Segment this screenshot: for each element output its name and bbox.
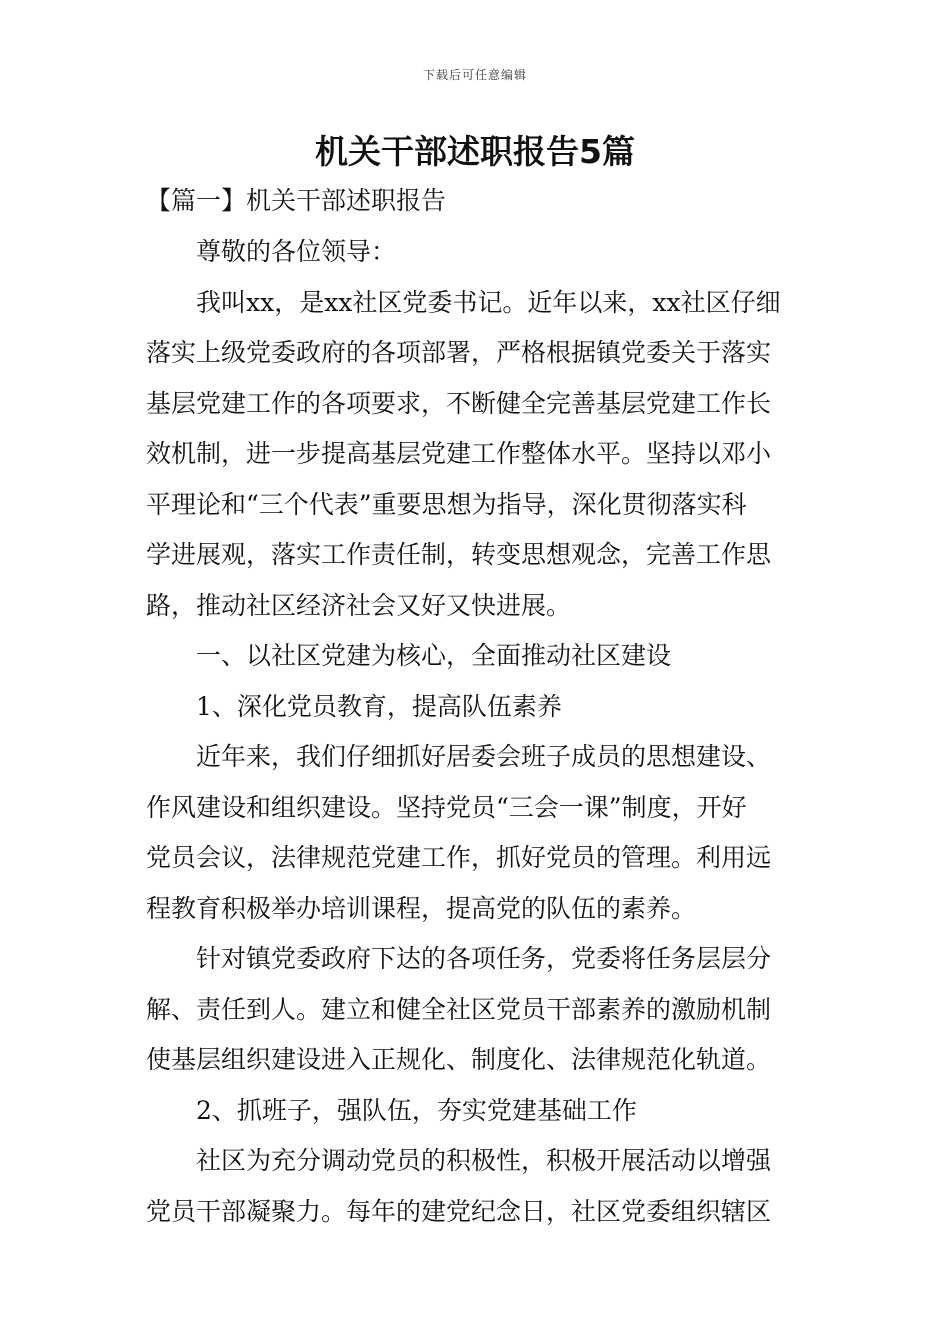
- subheading-1-2: 2、抓班子，强队伍，夯实党建基础工作: [196, 1095, 637, 1125]
- section-heading: 【篇一】机关干部述职报告: [146, 186, 447, 215]
- subheading-1: 一、以社区党建为核心，全面推动社区建设: [196, 641, 672, 670]
- subheading-1-1: 1、深化党员教育，提高队伍素养: [196, 691, 562, 721]
- paragraph-education: 近年来，我们仔细抓好居委会班子成员的思想建设、 作风建设和组织建设。坚持党员“三会一课”制度，开好 党员会议，法律规范党建工作，抓好党员的管理。利用远 程教育积极举办培训课程，提高党的队伍的素养。: [146, 742, 772, 923]
- header-note: 下载后可任意编辑: [422, 68, 527, 82]
- document-body: [146, 227, 806, 1237]
- document-title: 机关干部述职报告5篇: [315, 132, 635, 171]
- paragraph-tasks: 针对镇党委政府下达的各项任务，党委将任务层层分 解、责任到人。建立和健全社区党员干部素养的激励机制 使基层组织建设进入正规化、制度化、法律规范化轨道。: [146, 944, 772, 1074]
- paragraph-salutation: 尊敬的各位领导：: [196, 237, 397, 266]
- paragraph-intro: 我叫xx，是xx社区党委书记。近年以来，xx社区仔细 落实上级党委政府的各项部署，严格根据镇党委关于落实 基层党建工作的各项要求，不断健全完善基层党建工作长 效机制，进一步提高基层党建工作整体水平。坚持以邓小 平理论和“三个代表”重要思想为指导，深化贯彻落实科 学进展观，落实工作责任制，转变思想观念，完善工作思 路，推动社区经济社会又好又快进展。: [146, 287, 781, 620]
- paragraph-activities: 社区为充分调动党员的积极性，积极开展活动以增强 党员干部凝聚力。每年的建党纪念日，社区党委组织辖区: [146, 1146, 772, 1226]
